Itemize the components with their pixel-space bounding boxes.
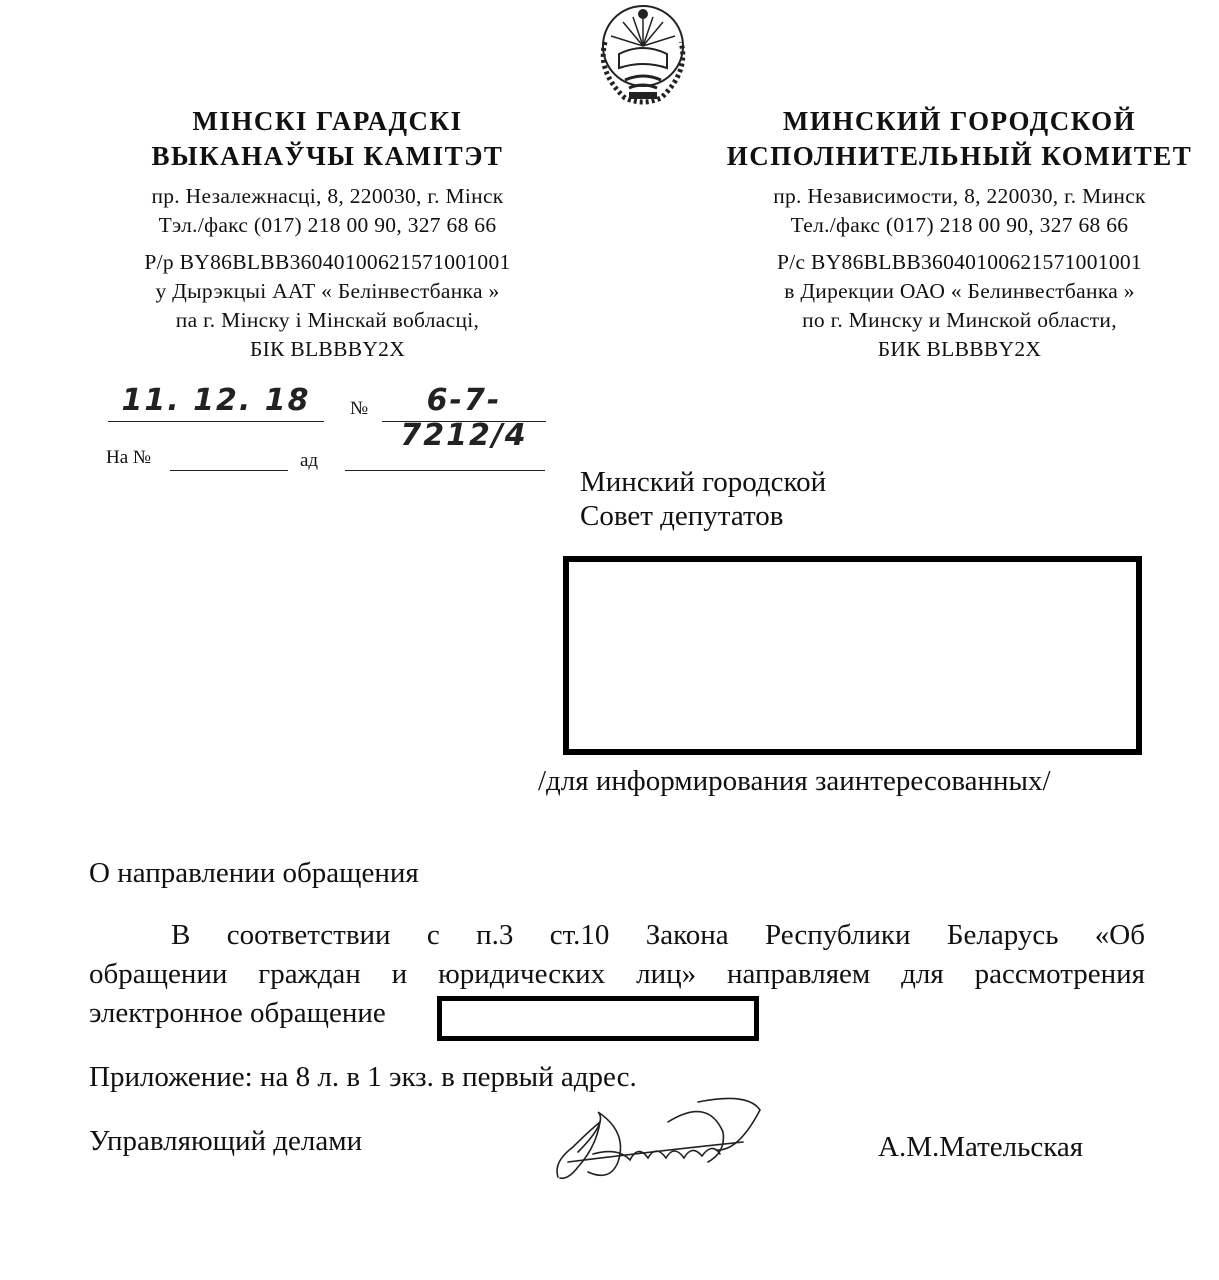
reference-label: На № bbox=[106, 447, 152, 468]
bank-line: у Дырэкцыі ААТ « Белінвестбанка » bbox=[155, 279, 500, 303]
address-line: пр. Независимости, 8, 220030, г. Минск bbox=[773, 184, 1146, 208]
signature-image bbox=[548, 1092, 768, 1192]
bank-account-line: Р/р BY86BLBB36040100621571001001 bbox=[144, 250, 511, 274]
bank-line: в Дирекции ОАО « Белинвестбанка » bbox=[784, 279, 1135, 303]
redacted-appeal-box bbox=[437, 996, 759, 1041]
org-name-line: МІНСКІ ГАРАДСКІ bbox=[192, 106, 463, 136]
attachment-line: Приложение: на 8 л. в 1 экз. в первый адрес. bbox=[89, 1061, 637, 1093]
bank-bic-line: БИК BLBBBY2X bbox=[877, 337, 1042, 361]
phone-line: Тэл./факс (017) 218 00 90, 327 68 66 bbox=[158, 213, 497, 237]
org-name-line: ВЫКАНАЎЧЫ КАМІТЭТ bbox=[151, 141, 504, 171]
signer-name: А.М.Мательская bbox=[878, 1131, 1084, 1163]
redacted-address-box bbox=[563, 556, 1142, 755]
bank-bic-line: БІК BLBBBY2X bbox=[249, 337, 406, 361]
reference-date-blank bbox=[345, 448, 545, 471]
bank-line: па г. Мінску і Мінскай вобласці, bbox=[175, 308, 480, 332]
registration-number-label: № bbox=[350, 398, 369, 419]
address-line: пр. Незалежнасці, 8, 220030, г. Мінск bbox=[151, 184, 504, 208]
letter-subject: О направлении обращения bbox=[89, 857, 419, 889]
recipient-block bbox=[580, 465, 826, 533]
state-emblem bbox=[585, 2, 701, 106]
reference-from-label: ад bbox=[300, 450, 319, 471]
header-left bbox=[95, 104, 560, 364]
registration-number: 6-7-7212/4 bbox=[382, 383, 546, 422]
org-name-line: ИСПОЛНИТЕЛЬНЫЙ КОМИТЕТ bbox=[726, 141, 1193, 171]
paragraph-line: обращении граждан и юридических лиц» направляем для рассмотрения bbox=[89, 958, 1145, 990]
org-name-line: МИНСКИЙ ГОРОДСКОЙ bbox=[782, 106, 1137, 136]
paragraph-line: электронное обращение bbox=[89, 997, 386, 1029]
header-right bbox=[712, 104, 1207, 364]
signer-title: Управляющий делами bbox=[89, 1125, 363, 1157]
registration-date: 11. 12. 18 bbox=[108, 383, 324, 422]
recipient-line: Минский городской bbox=[580, 466, 827, 498]
bank-line: по г. Минску и Минской области, bbox=[802, 308, 1117, 332]
bank-account-line: Р/с BY86BLBB36040100621571001001 bbox=[777, 250, 1142, 274]
recipient-line: Совет депутатов bbox=[580, 500, 784, 532]
paragraph-line: В соответствии с п.3 ст.10 Закона Республики Беларусь «Об bbox=[171, 919, 1145, 951]
phone-line: Тел./факс (017) 218 00 90, 327 68 66 bbox=[790, 213, 1129, 237]
reference-number-blank bbox=[170, 448, 288, 471]
recipient-note: /для информирования заинтересованных/ bbox=[538, 765, 1051, 797]
